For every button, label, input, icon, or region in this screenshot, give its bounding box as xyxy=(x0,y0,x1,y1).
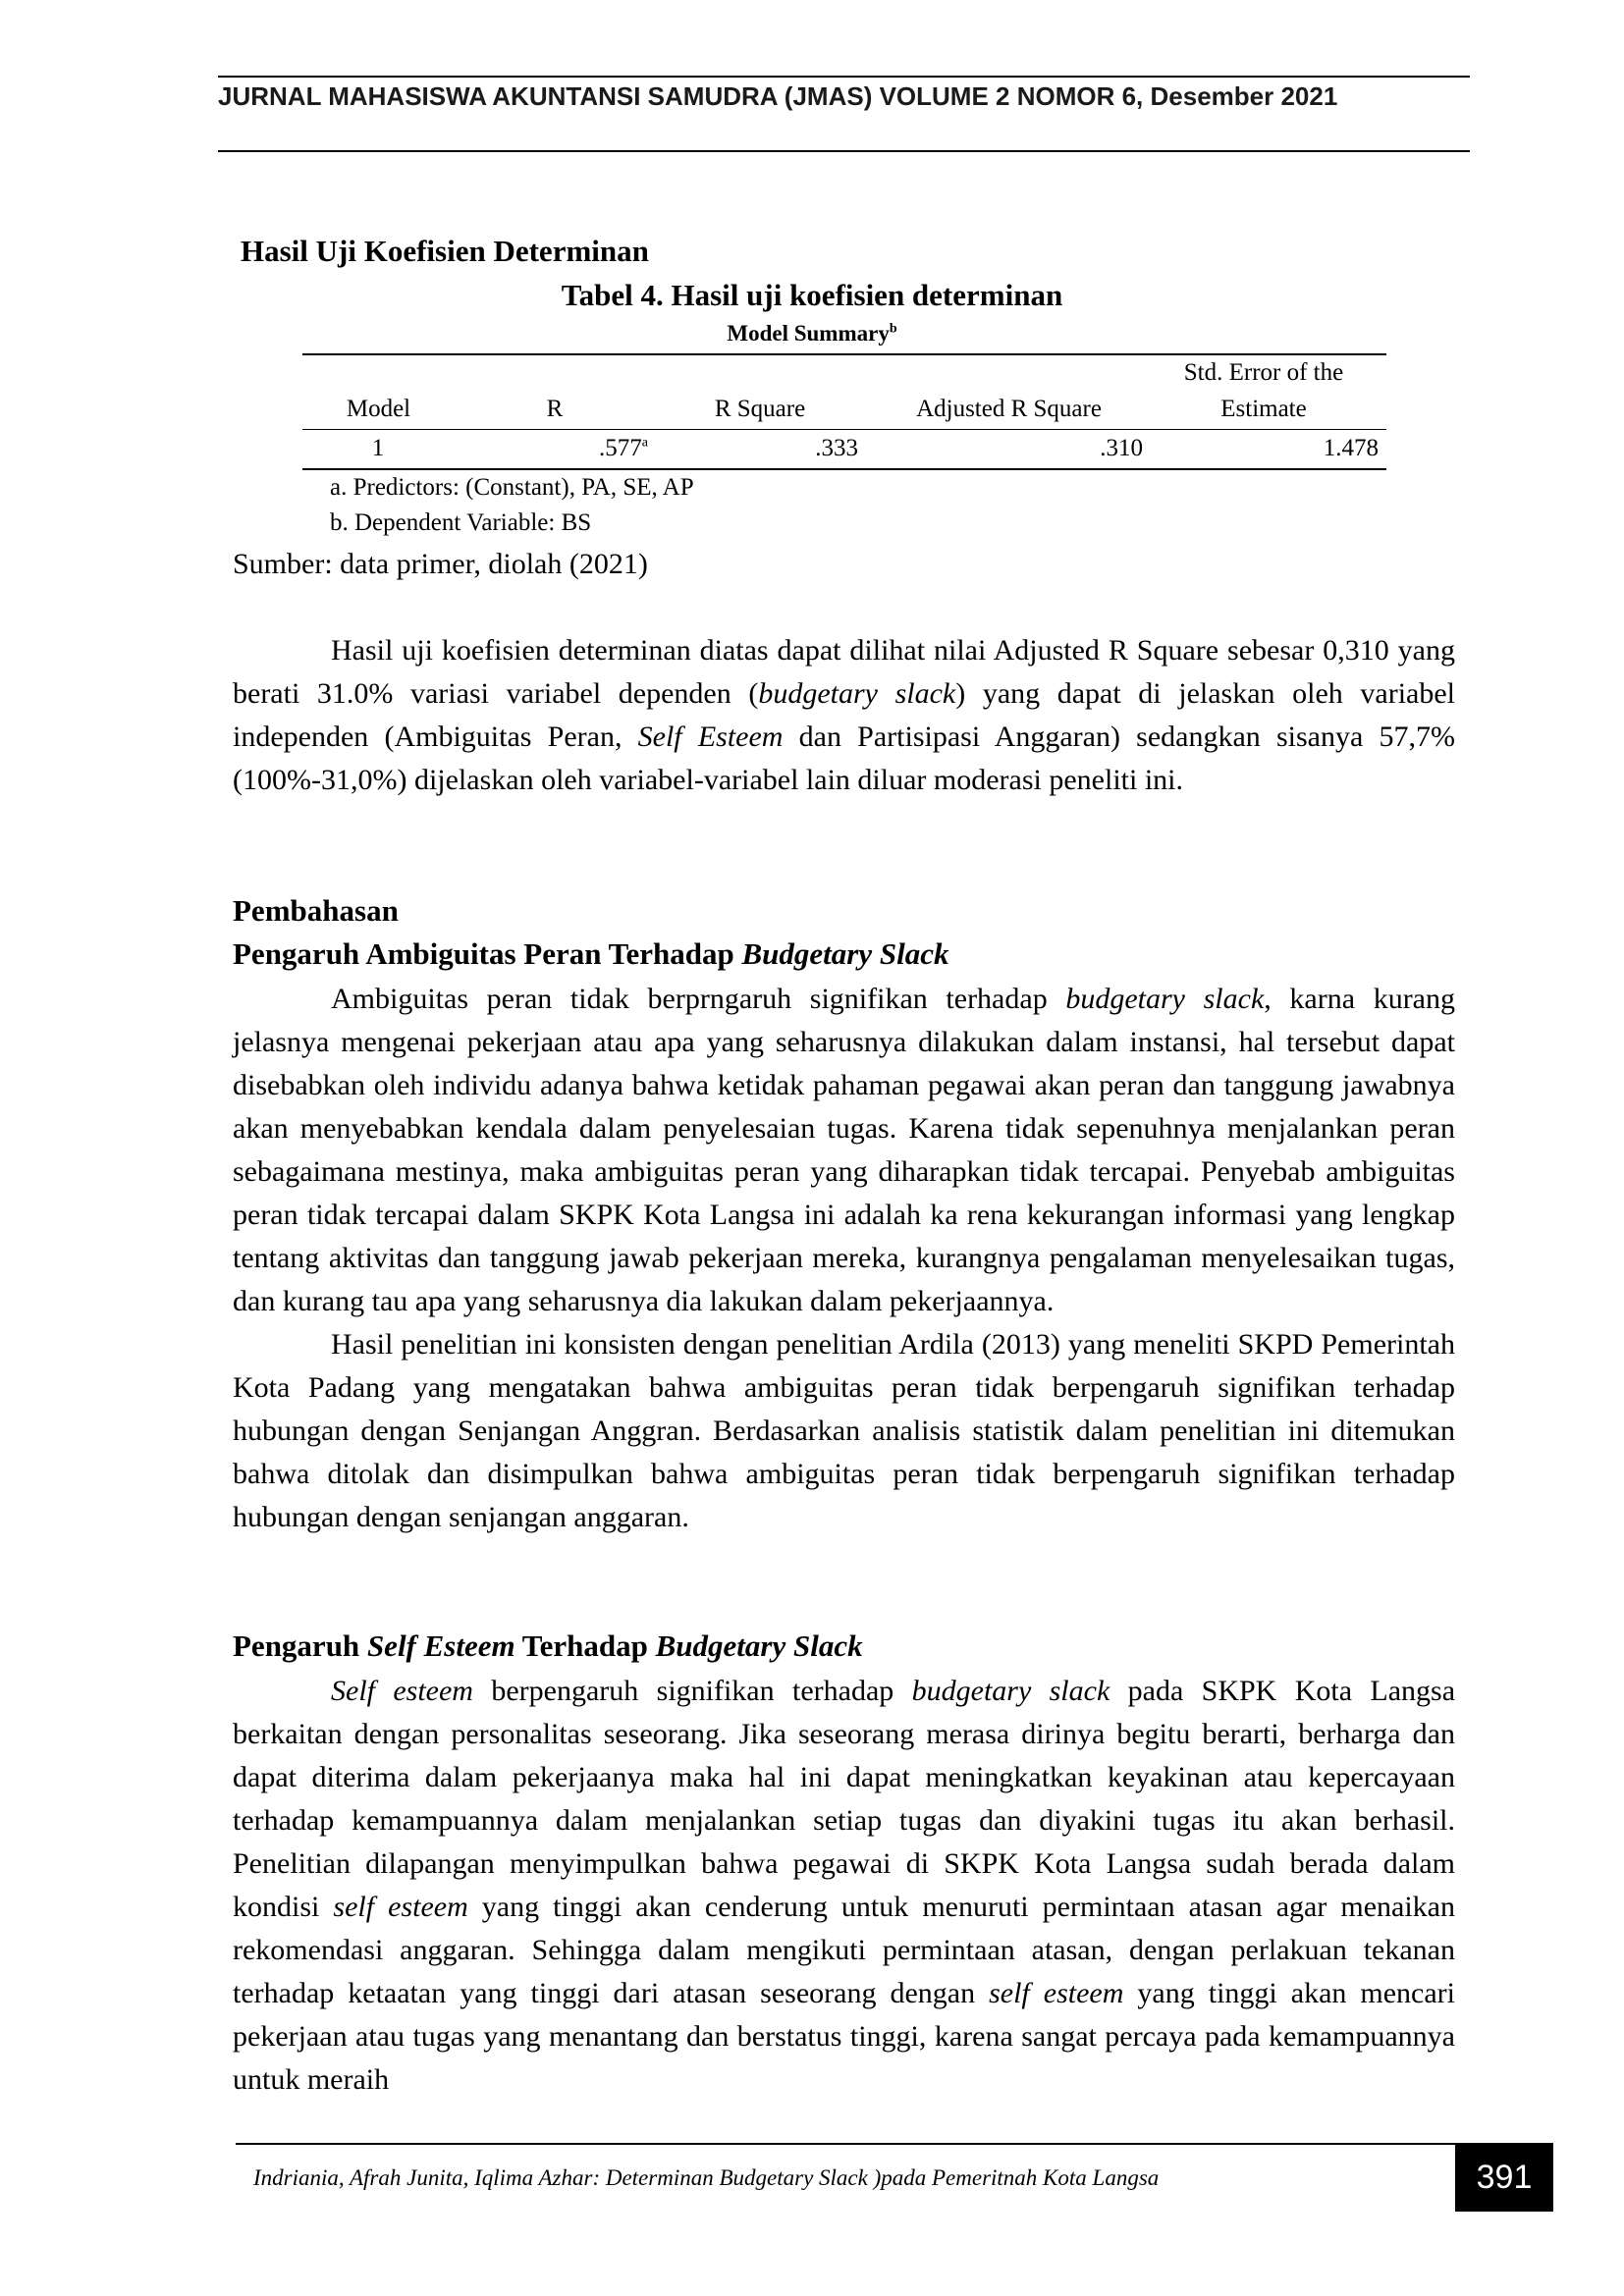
table-top-rule xyxy=(302,353,1386,355)
paragraph-ambiguitas-2: Hasil penelitian ini konsisten dengan penelitian Ardila (2013) yang meneliti SKPD Pemerintah Kota Padang yang mengatakan bahwa ambiguitas peran tidak berpengaruh signifikan terhadap hubungan dengan Senjangan Anggran. Berdasarkan analisis statistik dalam penelitian ini ditemukan bahwa ditolak dan disimpulkan bahwa ambiguitas peran tidak berpengaruh signifikan terhadap hubungan dengan senjangan anggaran. xyxy=(233,1328,1455,1533)
section-title-koefisien: Hasil Uji Koefisien Determinan xyxy=(241,234,649,268)
section-title-pembahasan: Pembahasan xyxy=(233,893,399,928)
cell-r-square: .333 xyxy=(815,435,858,461)
subsection-title-self-esteem: Pengaruh Self Esteem Terhadap Budgetary Slack xyxy=(233,1629,863,1663)
cell-std-error: 1.478 xyxy=(1323,435,1379,461)
cell-adjusted-r-square: .310 xyxy=(1100,435,1143,461)
cell-model: 1 xyxy=(371,435,385,461)
journal-header: JURNAL MAHASISWA AKUNTANSI SAMUDRA (JMAS) VOLUME 2 NOMOR 6, Desember 2021 xyxy=(218,81,1338,111)
table-source: Sumber: data primer, diolah (2021) xyxy=(233,548,648,580)
paragraph-self-esteem: Self esteem berpengaruh signifikan terhadap budgetary slack pada SKPK Kota Langsa berkaitan dengan personalitas seseorang. Jika seseorang merasa dirinya begitu berarti, berharga dan dapat diterima dalam pekerjaanya maka hal ini dapat meningkatkan keyakinan atau kepercayaan terhadap kemampuannya dalam menjalankan setiap tugas dan diyakini tugas itu akan berhasil. Penelitian dilapangan menyimpulkan bahwa pegawai di SKPK Kota Langsa sudah berada dalam kondisi self esteem yang tinggi akan cenderung untuk menuruti permintaan atasan agar menaikan rekomendasi anggaran. Sehingga dalam mengikuti permintaan atasan, dengan perlakuan tekanan terhadap ketaatan yang tinggi dari atasan seseorang dengan self esteem yang tinggi akan mencari pekerjaan atau tugas yang menantang dan berstatus tinggi, karena sangat percaya pada kemampuannya untuk meraih xyxy=(233,1675,1456,2096)
footer-rule xyxy=(236,2143,1455,2145)
header-top-rule xyxy=(218,76,1470,78)
subsection-title-ambiguitas: Pengaruh Ambiguitas Peran Terhadap Budgetary Slack xyxy=(233,936,949,971)
col-header-r: R xyxy=(546,396,564,422)
col-header-model: Model xyxy=(346,396,411,422)
col-header-std-error-line1: Std. Error of the xyxy=(1183,359,1344,386)
table-note-a: a. Predictors: (Constant), PA, SE, AP xyxy=(330,474,694,501)
cell-r: .577$^a$ xyxy=(599,435,648,461)
table-caption: Model Summary$^b$ xyxy=(727,321,897,346)
col-header-std-error-line2: Estimate xyxy=(1220,396,1307,422)
paragraph-ambiguitas-1: Ambiguitas peran tidak berprngaruh signifikan terhadap budgetary slack, karna kurang jelasnya mengenai pekerjaan atau apa yang seharusnya dilakukan dalam instansi, hal tersebut dapat disebabkan oleh individu adanya bahwa ketidak pahaman pegawai akan peran dan tanggung jawabnya akan menyebabkan kendala dalam penyelesaian tugas. Karena tidak sepenuhnya menjalankan peran sebagaimana mestinya, maka ambiguitas peran yang diharapkan tidak tercapai. Penyebab ambiguitas peran tidak tercapai dalam SKPK Kota Langsa ini adalah ka rena kekurangan informasi yang lengkap tentang aktivitas dan tanggung jawab pekerjaan mereka, kurangnya pengalaman menyelesaikan tugas, dan kurang tau apa yang seharusnya dia lakukan dalam pekerjaannya. xyxy=(233,983,1455,1317)
page-number: 391 xyxy=(1455,2143,1553,2212)
paragraph-koefisien: Hasil uji koefisien determinan diatas dapat dilihat nilai Adjusted R Square sebesar 0,310 yang berati 31.0% variasi variabel dependen (budgetary slack) yang dapat di jelaskan oleh variabel independen (Ambiguitas Peran, Self Esteem dan Partisipasi Anggaran) sedangkan sisanya 57,7% (100%-31,0%) dijelaskan oleh variabel-variabel lain diluar moderasi peneliti ini. xyxy=(233,634,1456,796)
col-header-r-square: R Square xyxy=(714,396,806,422)
header-bottom-rule xyxy=(218,150,1470,152)
table-note-b: b. Dependent Variable: BS xyxy=(330,509,592,536)
table-title: Tabel 4. Hasil uji koefisien determinan xyxy=(561,278,1063,312)
paragraphs-ambiguitas xyxy=(233,978,1455,1539)
table-bottom-rule xyxy=(302,468,1386,470)
col-header-adjusted-r-square: Adjusted R Square xyxy=(916,396,1102,422)
footer-citation: Indriania, Afrah Junita, Iqlima Azhar: Determinan Budgetary Slack )pada Pemeritnah Kota Langsa xyxy=(253,2165,1160,2190)
table-header-rule xyxy=(302,429,1386,430)
